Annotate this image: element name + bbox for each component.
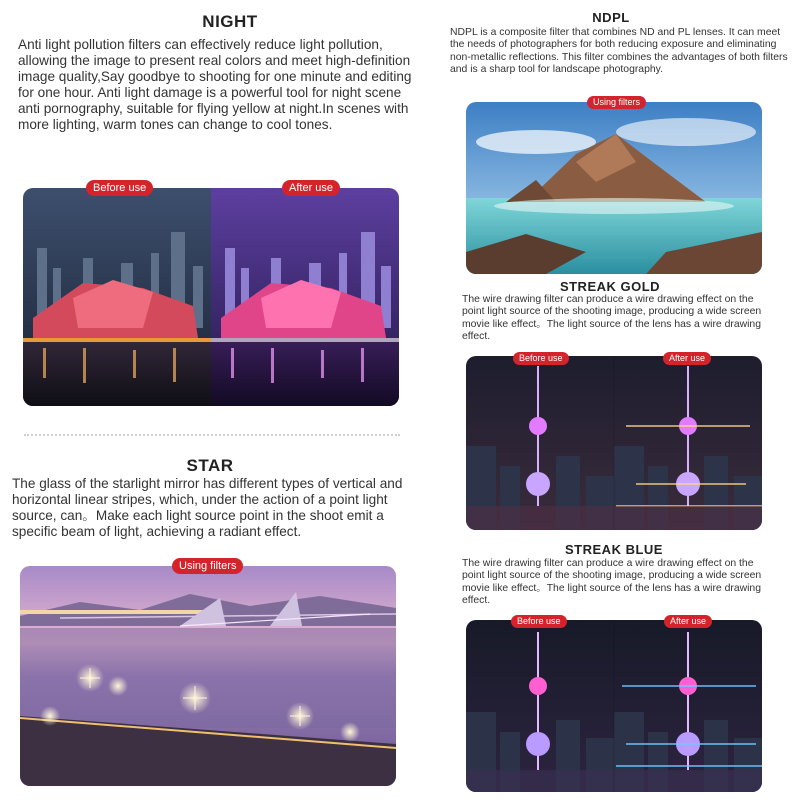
streak-blue-after-badge: After use [664,615,712,628]
night-description: Anti light pollution filters can effectively reduce light pollution, allowing the image to present real colors and meet high-definition image quality,Say goodbye to shooting for one minute and editing for one hour. Anti light damage is a powerful tool for night scene anti pornography, suitable for flying yellow at night.In scenes with more lighting, warm tones can change to cool tones. [18,37,412,133]
streak-blue-before-badge: Before use [511,615,567,628]
streak-blue-comparison-image [466,620,762,792]
ndpl-description: NDPL is a composite filter that combines ND and PL lenses. It can meet the needs of photographers for both reducing exposure and eliminating non-metallic reflections. This filter combines the advantages of both filters and is a sharp tool for landscape photography. [450,27,788,76]
star-filter-image [20,566,396,786]
night-before-badge: Before use [86,180,153,196]
streak-gold-comparison-image [466,356,762,530]
streak-gold-title: STREAK GOLD [559,279,661,294]
ndpl-title: NDPL [592,10,630,25]
star-using-filters-badge: Using filters [172,558,243,574]
streak-gold-description: The wire drawing filter can produce a wire drawing effect on the point light source of the shooting image, producing a wide screen movie like effect。The light source of the lens has a wire drawing effect. [462,294,762,343]
streak-blue-title: STREAK BLUE [565,542,663,557]
ndpl-filter-image [466,102,762,274]
night-comparison-image [23,188,399,406]
star-title: STAR [186,456,234,475]
section-divider [24,434,400,436]
streak-gold-before-badge: Before use [513,352,569,365]
streak-gold-after-badge: After use [663,352,711,365]
night-after-badge: After use [282,180,340,196]
streak-blue-description: The wire drawing filter can produce a wire drawing effect on the point light source of the shooting image, producing a wide screen movie like effect。The light source of the lens has a wire drawing effect. [462,558,762,607]
night-title: NIGHT [202,12,258,31]
star-description: The glass of the starlight mirror has different types of vertical and horizontal linear stripes, which, under the action of a point light source, can。Make each light source point in the shoot emit a specific beam of light, achieving a radiant effect. [12,476,403,540]
ndpl-using-filters-badge: Using filters [587,96,646,109]
